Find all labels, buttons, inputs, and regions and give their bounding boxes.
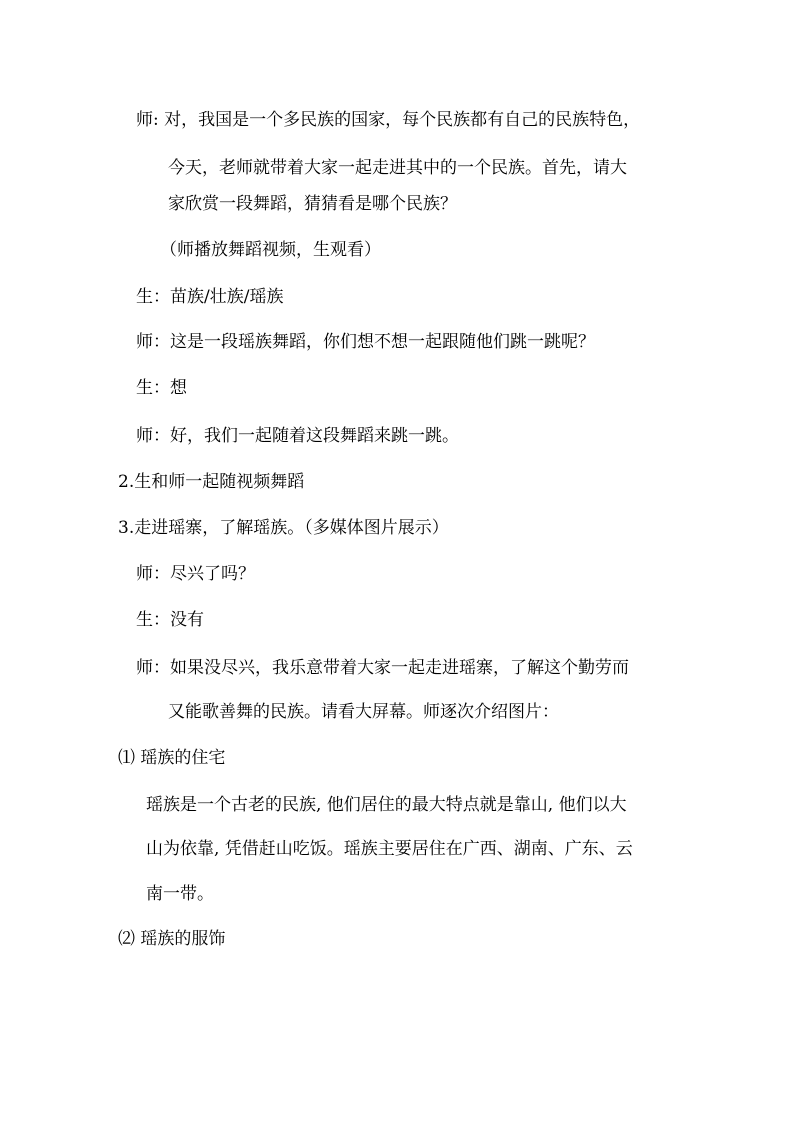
teacher-line-5b: 又能歌善舞的民族。请看大屏幕。师逐次介绍图片：	[168, 702, 559, 722]
student-answer-2: 生：想	[136, 378, 187, 398]
housing-paragraph-line2: 山为依靠, 凭借赶山吃饭。瑶族主要居住在广西、湖南、广东、云	[146, 839, 633, 859]
student-answer-3: 生：没有	[136, 610, 204, 630]
teacher-line-2: 师：这是一段瑶族舞蹈，你们想不想一起跟随他们跳一跳呢？	[136, 332, 595, 352]
stage-direction: （师播放舞蹈视频，生观看）	[160, 240, 381, 260]
step-2-heading: 2.生和师一起随视频舞蹈	[118, 472, 305, 492]
subsection-clothing-heading: ⑵ 瑶族的服饰	[118, 929, 226, 949]
subsection-housing-heading: ⑴ 瑶族的住宅	[118, 748, 226, 768]
paragraph-teacher-intro-line1: 师: 对，我国是一个多民族的国家，每个民族都有自己的民族特色，	[136, 110, 641, 130]
step-3-heading: 3.走进瑶寨，了解瑶族。（多媒体图片展示）	[118, 518, 449, 538]
student-answer-1: 生：苗族/壮族/瑶族	[136, 287, 284, 307]
teacher-line-3: 师：好，我们一起随着这段舞蹈来跳一跳。	[136, 426, 459, 446]
teacher-line-5a: 师：如果没尽兴，我乐意带着大家一起走进瑶寨，了解这个勤劳而	[136, 658, 629, 678]
housing-paragraph-line1: 瑶族是一个古老的民族, 他们居住的最大特点就是靠山, 他们以大	[146, 795, 627, 815]
paragraph-teacher-intro-line2: 今天，老师就带着大家一起走进其中的一个民族。首先，请大	[168, 158, 627, 178]
paragraph-teacher-intro-line3: 家欣赏一段舞蹈，猜猜看是哪个民族？	[168, 194, 457, 214]
teacher-line-4: 师：尽兴了吗？	[136, 564, 255, 584]
housing-paragraph-line3: 南一带。	[146, 884, 214, 904]
